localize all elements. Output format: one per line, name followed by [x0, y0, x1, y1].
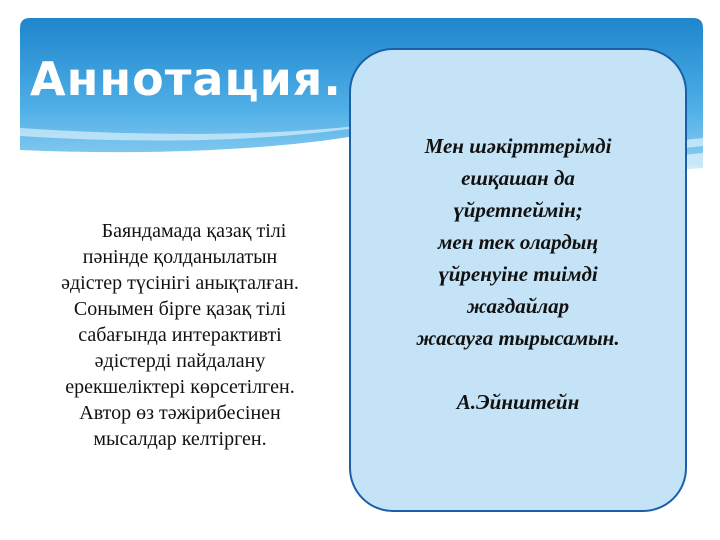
quote-line: жағдайлар [466, 294, 570, 318]
annotation-line: Автор өз тәжірибесінен [79, 402, 281, 424]
annotation-line: әдістер түсінігі анықталған. [61, 272, 299, 294]
quote-line: ешқашан да [461, 166, 575, 190]
annotation-line: әдістерді пайдалану [94, 350, 266, 372]
slide-title: Аннотация. [30, 52, 342, 106]
annotation-line: ерекшеліктері көрсетілген. [65, 376, 295, 398]
quote-line: үйретпеймін; [453, 198, 583, 222]
annotation-text [30, 218, 330, 452]
annotation-line: Сонымен бірге қазақ тілі [73, 298, 287, 320]
annotation-line: мысалдар келтірген. [93, 428, 267, 450]
quote-line: мен тек олардың [437, 230, 598, 254]
quote-author: А.Эйнштейн [456, 390, 580, 414]
quote-box [349, 48, 687, 512]
quote-line: Мен шәкірттерімді [424, 134, 612, 158]
annotation-line: Баяндамада қазақ тілі [101, 220, 287, 242]
quote-line: жасауға тырысамын. [416, 326, 620, 350]
annotation-line: сабағында интерактивті [78, 324, 282, 346]
quote-line: үйренуіне тиімді [438, 262, 598, 286]
annotation-line: пәнінде қолданылатын [82, 246, 278, 268]
quote-text [351, 130, 685, 418]
